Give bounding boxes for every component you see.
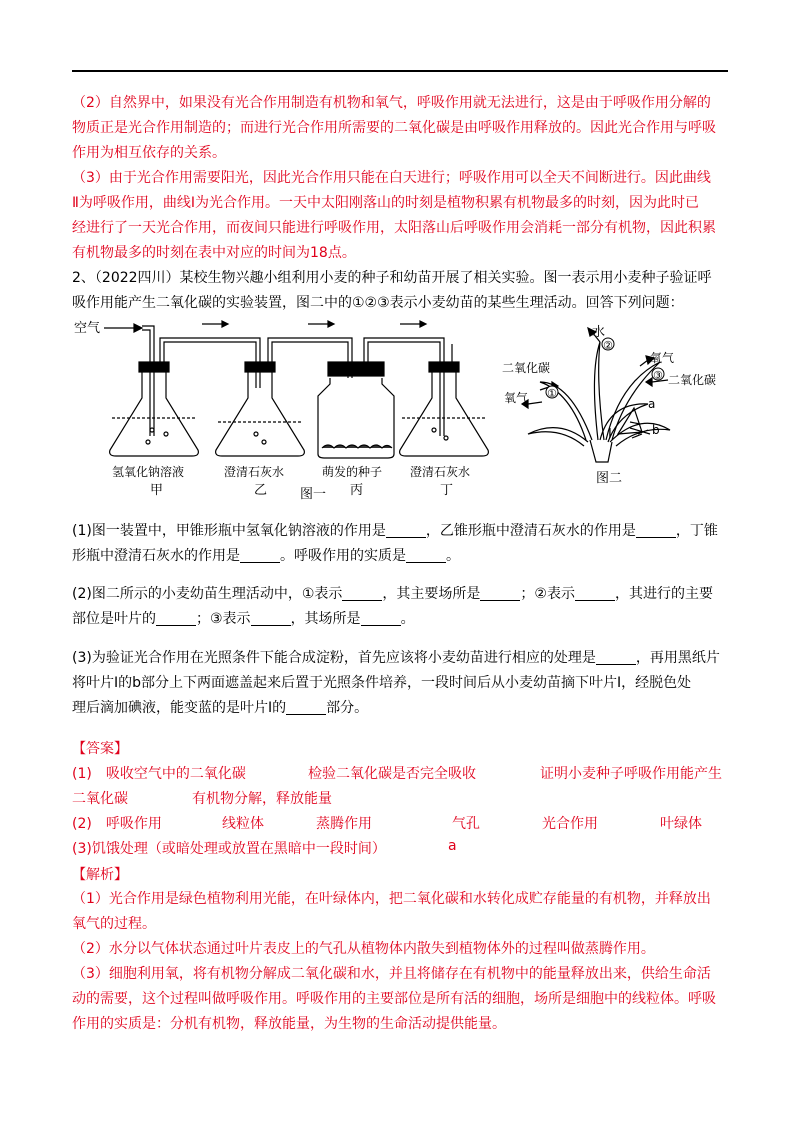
text-line: 吸作用能产生二氧化碳的实验装置，图二中的①②③表示小麦幼苗的某些生理活动。回答下列问题： bbox=[72, 295, 684, 311]
header-rule bbox=[72, 70, 728, 72]
text-line: 2、（2022四川）某校生物兴趣小组利用小麦的种子和幼苗开展了相关实验。图一表示用小麦种子验证呼 bbox=[72, 270, 712, 286]
question-3 bbox=[72, 646, 728, 721]
text-line: （3）细胞利用氧，将有机物分解成二氧化碳和水，并且将储存在有机物中的能量释放出来，供给生命活 bbox=[72, 966, 711, 982]
answer-2-a: (2) 呼吸作用 bbox=[72, 816, 162, 832]
text-segment: ；③表示 bbox=[196, 611, 251, 627]
figure-2-num-1: ① bbox=[547, 387, 557, 400]
text-line: 氧气的过程。 bbox=[72, 916, 156, 932]
top-explanation-3 bbox=[72, 166, 728, 266]
answer-3-a: (3)饥饿处理（或暗处理或放置在黑暗中一段时间） bbox=[72, 841, 386, 857]
answer-2-c: 蒸腾作用 bbox=[316, 816, 372, 832]
text-line: 动的需要，这个过程叫做呼吸作用。呼吸作用的主要部位是所有活的细胞，场所是细胞中的线粒体。呼吸 bbox=[72, 991, 716, 1007]
text-line: 有机物最多的时刻在表中对应的时间为18点。 bbox=[72, 245, 356, 261]
text-line: （1）光合作用是绿色植物利用光能，在叶绿体内，把二氧化碳和水转化成贮存能量的有机物，并释放出 bbox=[72, 891, 711, 907]
figure-2-co2-left: 二氧化碳 bbox=[502, 361, 551, 375]
answer-blank bbox=[251, 609, 291, 626]
text-segment: 。 bbox=[400, 611, 415, 627]
text-segment: 。 bbox=[446, 548, 460, 564]
text-segment: (1)图一装置中，甲锥形瓶中氢氧化钠溶液的作用是 bbox=[72, 523, 386, 539]
figure-2-seedling bbox=[500, 322, 718, 498]
bottle-label-1: 氢氧化钠溶液 bbox=[112, 465, 185, 479]
text-line: （2）自然界中，如果没有光合作用制造有机物和氧气，呼吸作用就无法进行，这是由于呼吸作用分解的 bbox=[72, 95, 711, 111]
figure-2-num-2: ② bbox=[603, 339, 613, 352]
figure-2-leaf-i: I bbox=[608, 427, 612, 442]
answer-1-d: 有机物分解，释放能量 bbox=[192, 791, 332, 807]
question-1 bbox=[72, 519, 728, 569]
air-label: 空气 bbox=[74, 321, 101, 336]
text-segment: 。呼吸作用的实质是 bbox=[280, 548, 406, 564]
analysis-1 bbox=[72, 887, 728, 937]
figure-2-o2-left: 氧气 bbox=[504, 391, 529, 405]
text-segment: ，乙锥形瓶中澄清石灰水的作用是 bbox=[425, 523, 636, 539]
question-intro bbox=[72, 266, 728, 316]
answer-1-b: 检验二氧化碳是否完全吸收 bbox=[308, 766, 476, 782]
text-line: 将叶片Ⅰ的b部分上下两面遮盖起来后置于光照条件培养，一段时间后从小麦幼苗摘下叶片Ⅰ，经脱色处 bbox=[72, 675, 692, 691]
bottle-label-4: 澄清石灰水 bbox=[410, 465, 471, 479]
text-segment: 理后滴加碘液，能变蓝的是叶片Ⅰ的 bbox=[72, 700, 287, 716]
text-segment: 形瓶中澄清石灰水的作用是 bbox=[72, 548, 240, 564]
answer-1-a: (1) 吸收空气中的二氧化碳 bbox=[72, 766, 246, 782]
figure-2-co2-right: 二氧化碳 bbox=[668, 373, 717, 387]
text-line: 作用的实质是：分机有机物，释放能量，为生物的生命活动提供能量。 bbox=[72, 1016, 506, 1032]
answer-2-d: 气孔 bbox=[452, 816, 480, 832]
answer-3-b: a bbox=[448, 838, 457, 854]
figure-2-caption: 图二 bbox=[596, 471, 623, 486]
answer-2-b: 线粒体 bbox=[222, 816, 264, 832]
bottle-name-4: 丁 bbox=[440, 483, 454, 498]
text-segment: ，其主要场所是 bbox=[382, 586, 481, 602]
bottle-name-2: 乙 bbox=[254, 483, 268, 498]
answer-blank bbox=[286, 698, 326, 715]
text-line: 物质正是光合作用制造的；而进行光合作用所需要的二氧化碳是由呼吸作用释放的。因此光合作用与呼吸 bbox=[72, 120, 716, 136]
answer-2-f: 叶绿体 bbox=[660, 816, 702, 832]
bottle-label-2: 澄清石灰水 bbox=[224, 465, 285, 479]
text-segment: 部分。 bbox=[326, 700, 369, 716]
figure-2-num-3: ③ bbox=[653, 369, 663, 382]
text-segment: 部位是叶片的 bbox=[72, 611, 156, 627]
text-segment: ，其场所是 bbox=[290, 611, 361, 627]
answer-blank bbox=[575, 584, 615, 601]
bottle-name-3: 丙 bbox=[350, 483, 364, 498]
bottle-name-1: 甲 bbox=[150, 483, 164, 498]
answer-blank bbox=[240, 546, 280, 563]
text-segment: ，其进行的主要 bbox=[614, 586, 713, 602]
text-segment: ；②表示 bbox=[520, 586, 575, 602]
bottle-label-3: 萌发的种子 bbox=[322, 465, 383, 479]
answer-blank bbox=[386, 521, 426, 538]
answer-blank bbox=[156, 609, 196, 626]
answer-1-c-cont: 二氧化碳 bbox=[72, 791, 128, 807]
figure-1-caption: 图一 bbox=[300, 487, 327, 500]
analysis-3 bbox=[72, 962, 728, 1037]
figure-1-apparatus bbox=[72, 318, 492, 500]
text-line: （3）由于光合作用需要阳光，因此光合作用只能在白天进行；呼吸作用可以全天不间断进行。因此曲线 bbox=[72, 170, 711, 186]
text-segment: (2)图二所示的小麦幼苗生理活动中，①表示 bbox=[72, 586, 343, 602]
answer-heading: 【答案】 bbox=[72, 741, 128, 757]
text-segment: ，丁锥 bbox=[675, 523, 718, 539]
text-line: Ⅱ为呼吸作用，曲线Ⅰ为光合作用。一天中太阳刚落山的时刻是植物积累有机物最多的时刻，因为此时已 bbox=[72, 195, 700, 211]
answer-blank bbox=[406, 546, 446, 563]
answer-blank bbox=[596, 648, 636, 665]
figure-2-water: 水 bbox=[592, 325, 606, 340]
answer-blank bbox=[636, 521, 676, 538]
text-line: 经进行了一天光合作用，而夜间只能进行呼吸作用，太阳落山后呼吸作用会消耗一部分有机物，因此积累 bbox=[72, 220, 716, 236]
text-segment: ，再用黑纸片 bbox=[635, 650, 720, 666]
question-2 bbox=[72, 582, 728, 632]
answer-2-e: 光合作用 bbox=[542, 816, 598, 832]
text-line: （2）水分以气体状态通过叶片表皮上的气孔从植物体内散失到植物体外的过程叫做蒸腾作用。 bbox=[72, 941, 655, 957]
text-segment: (3)为验证光合作用在光照条件下能合成淀粉，首先应该将小麦幼苗进行相应的处理是 bbox=[72, 650, 596, 666]
figure-2-label-b: b bbox=[652, 423, 660, 437]
text-line: 作用为相互依存的关系。 bbox=[72, 145, 226, 161]
figure-2-o2-right: 氧气 bbox=[650, 351, 675, 365]
analysis-heading: 【解析】 bbox=[72, 867, 128, 883]
analysis-2 bbox=[72, 937, 728, 962]
answer-blank bbox=[361, 609, 401, 626]
answer-blank bbox=[342, 584, 382, 601]
answer-blank bbox=[480, 584, 520, 601]
top-explanation-2 bbox=[72, 91, 728, 166]
answer-1-c: 证明小麦种子呼吸作用能产生 bbox=[540, 766, 722, 782]
figure-2-label-a: a bbox=[648, 397, 656, 411]
